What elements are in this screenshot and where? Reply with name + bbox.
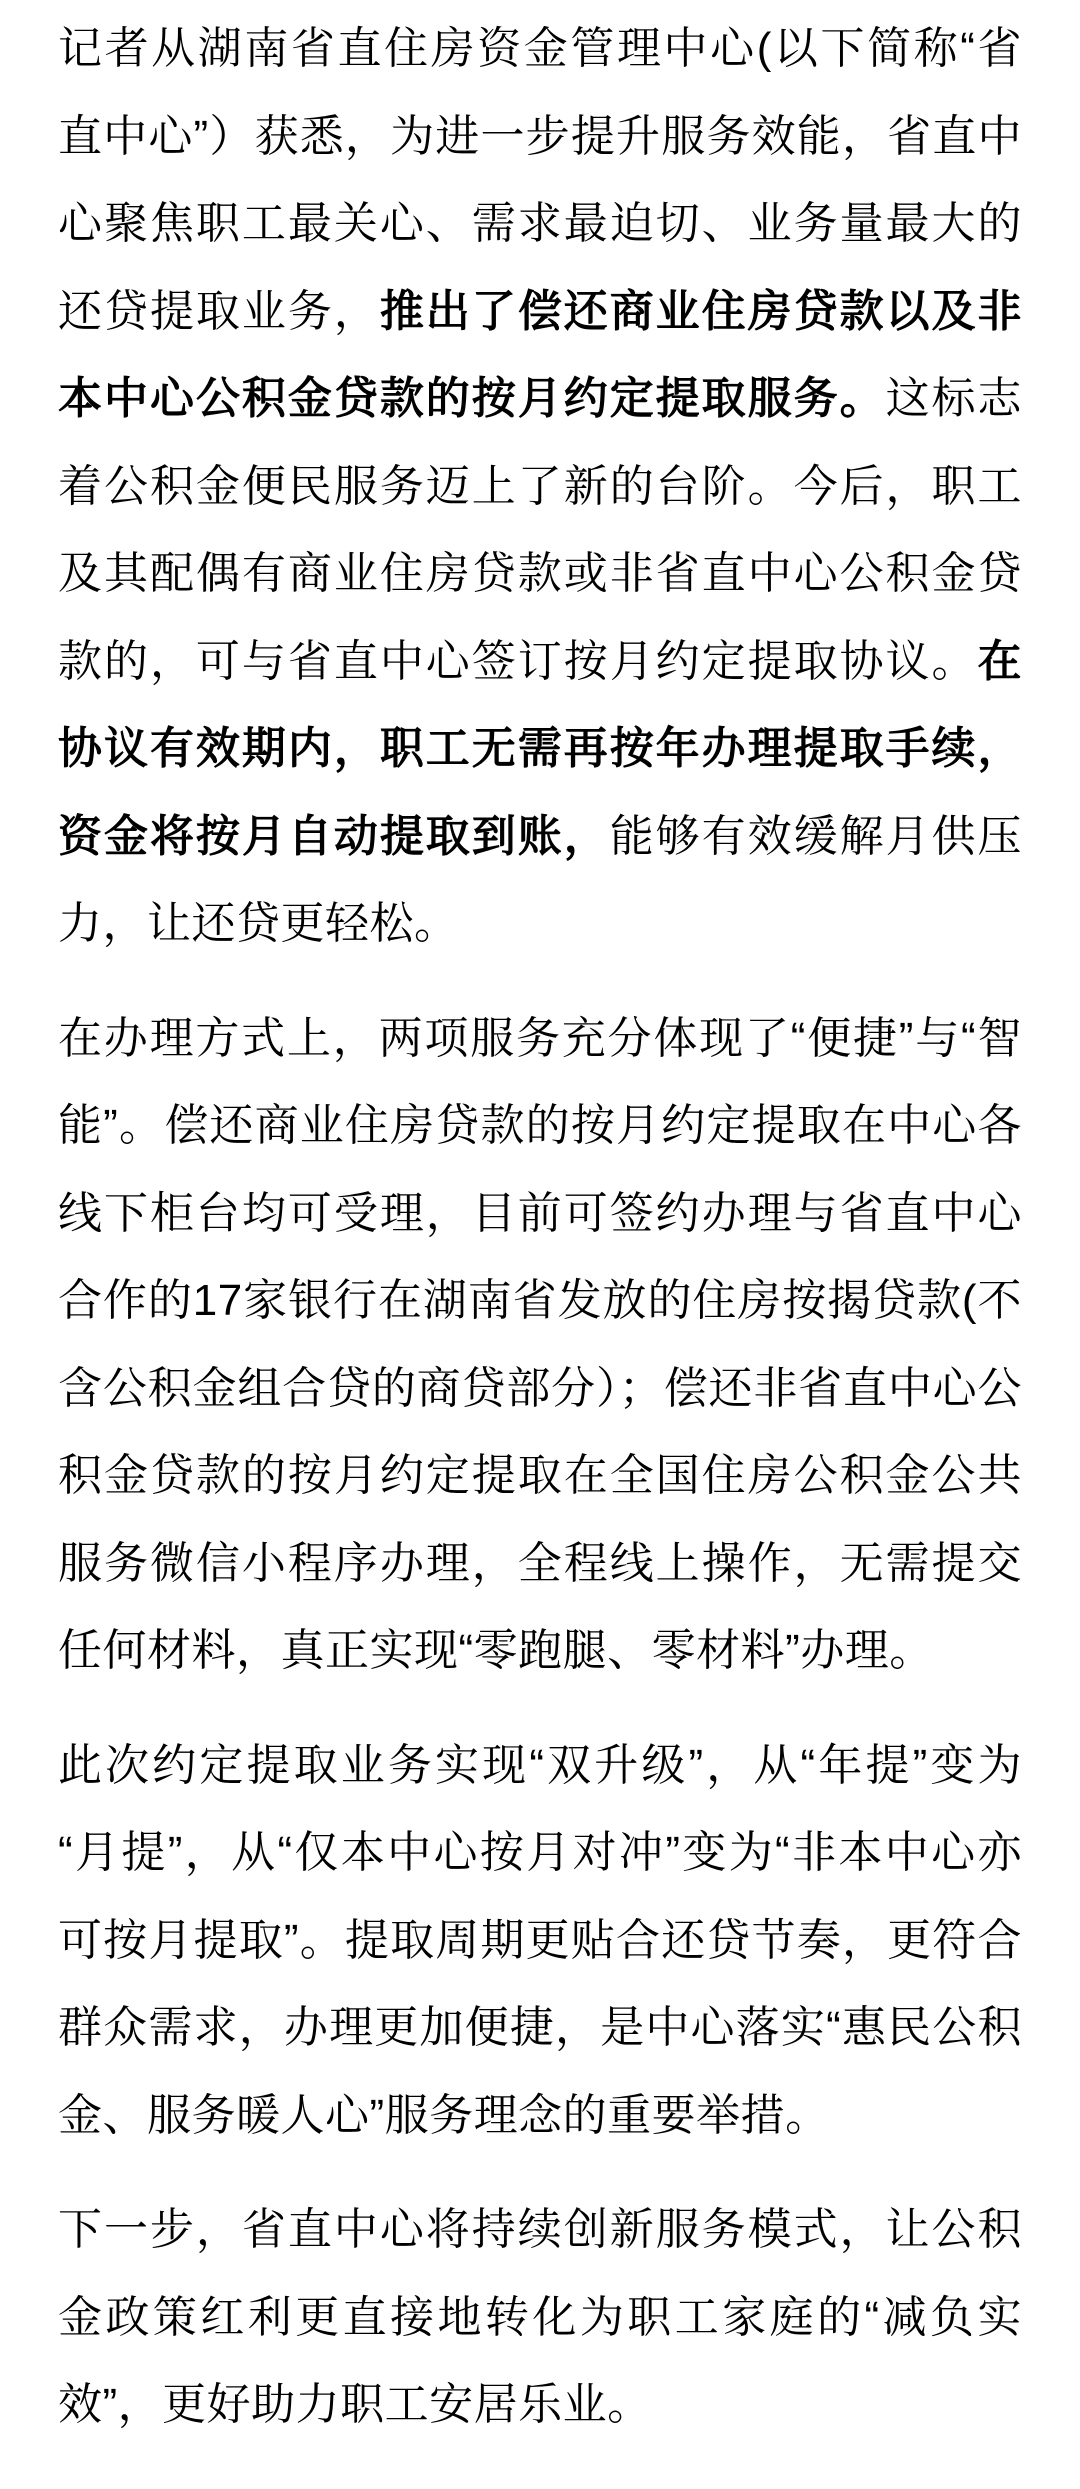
paragraph-1 (58, 5, 1022, 968)
article-body (58, 5, 1022, 2449)
paragraph-4 (58, 2186, 1022, 2449)
text-run-bold: 在协议有效期内，职工无需再按年办理提取手续，资金将按月自动提取到账， (58, 636, 1022, 861)
text-run: 记者从湖南省直住房资金管理中心(以下简称“省直中心”）获悉，为进一步提升服务效能，省直中心聚焦职工最关心、需求最迫切、业务量最大的还贷提取业务， (58, 24, 1022, 336)
text-run: 此次约定提取业务实现“双升级”，从“年提”变为“月提”，从“仅本中心按月对冲”变为“非本中心亦可按月提取”。提取周期更贴合还贷节奏，更符合群众需求，办理更加便捷，是中心落实“惠民公积金、服务暖人心”服务理念的重要举措。 (58, 1740, 1022, 2140)
text-run: 能够有效缓解月供压力，让还贷更轻松。 (58, 811, 1023, 948)
text-run-bold: 推出了偿还商业住房贷款以及非本中心公积金贷款的按月约定提取服务。 (58, 286, 1023, 423)
text-run: 下一步，省直中心将持续创新服务模式，让公积金政策红利更直接地转化为职工家庭的“减负实效”，更好助力职工安居乐业。 (58, 2205, 1022, 2429)
paragraph-2 (58, 995, 1022, 1695)
paragraph-3 (58, 1722, 1022, 2160)
text-run: 在办理方式上，两项服务充分体现了“便捷”与“智能”。偿还商业住房贷款的按月约定提取在中心各线下柜台均可受理，目前可签约办理与省直中心合作的17家银行在湖南省发放的住房按揭贷款(不含公积金组合贷的商贷部分）；偿还非省直中心公积金贷款的按月约定提取在全国住房公积金公共服务微信小程序办理，全程线上操作，无需提交任何材料，真正实现“零跑腿、零材料”办理。 (58, 1013, 1022, 1675)
text-run: 这标志着公积金便民服务迈上了新的台阶。今后，职工及其配偶有商业住房贷款或非省直中心公积金贷款的，可与省直中心签订按月约定提取协议。 (58, 374, 1023, 686)
